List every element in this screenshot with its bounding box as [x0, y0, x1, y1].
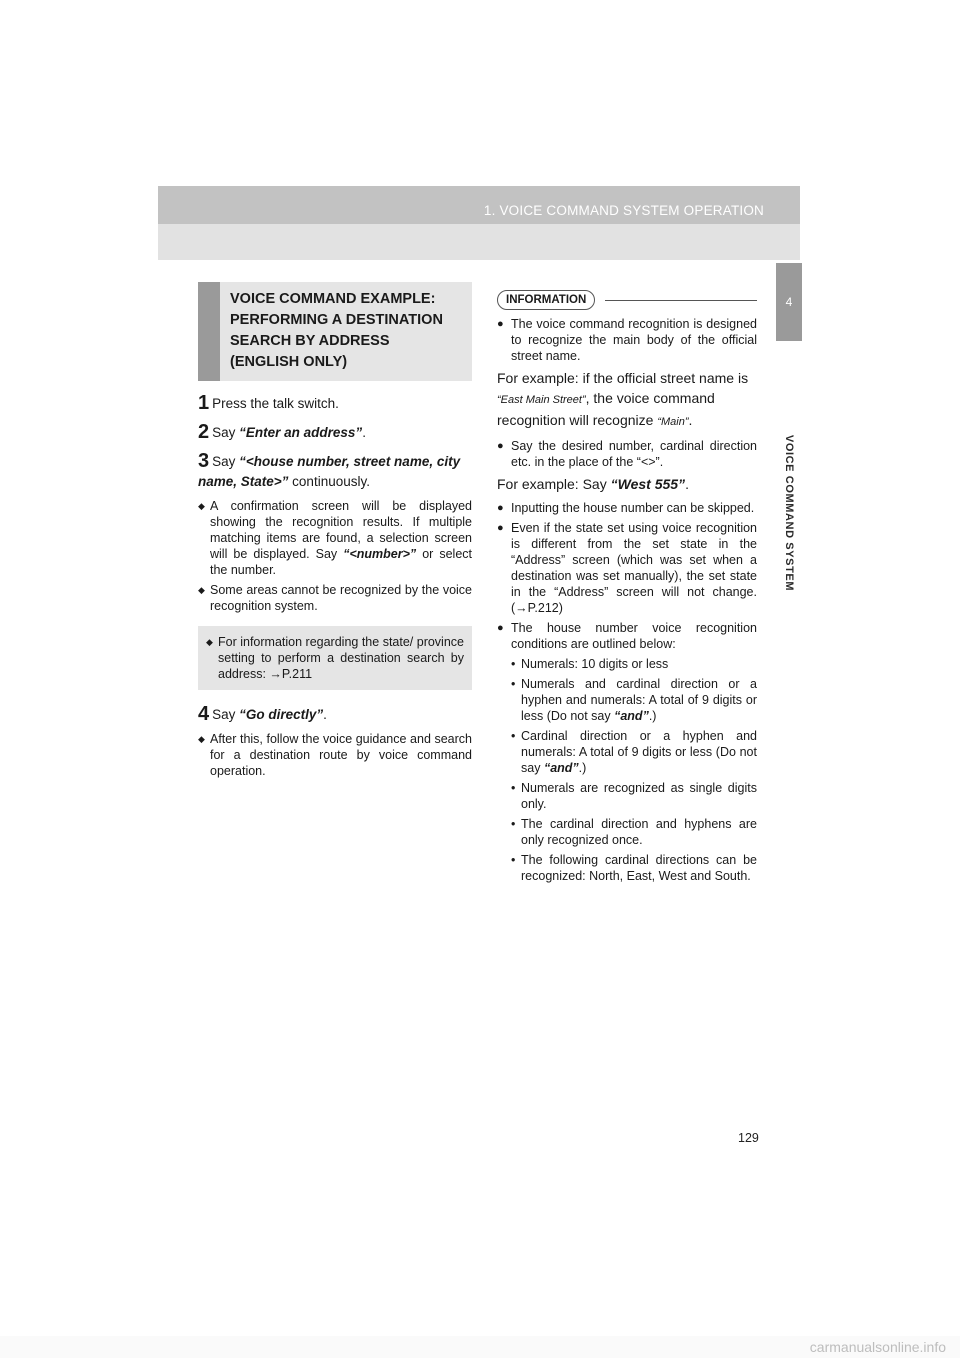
- voice-command: “<number>”: [343, 547, 417, 561]
- information-panel: [497, 290, 757, 888]
- heading-line-4: (ENGLISH ONLY): [230, 354, 348, 370]
- step-text: Say: [212, 707, 240, 722]
- condition-item: [511, 728, 757, 776]
- information-list: [497, 316, 757, 364]
- condition-item: [511, 676, 757, 724]
- voice-command: “Enter an address”: [239, 425, 363, 440]
- example-text: For example: Say: [497, 476, 611, 492]
- chapter-title-tab: [776, 345, 802, 680]
- list-item-text: The house number voice recognition conditions are outlined below:: [511, 621, 757, 651]
- example-text-end: .: [688, 412, 693, 428]
- voice-command: “West 555”: [610, 476, 686, 492]
- watermark: carmanualsonline.info: [0, 1336, 960, 1358]
- command-example: [497, 474, 757, 494]
- step-4-notes: [198, 731, 472, 779]
- section-heading: [198, 282, 472, 381]
- step-1: [198, 393, 472, 414]
- condition-text: Cardinal direction or a hyphen and numerals: A total of 9 digits or less (Do not say: [521, 729, 757, 775]
- reference-text: ◆ For information regarding the state/ province setting to perform a destination search by address: →P.211: [206, 634, 464, 682]
- page-number: 129: [738, 1131, 759, 1145]
- step-text-end: .: [362, 425, 366, 440]
- step-text-end: continuously.: [288, 474, 370, 489]
- condition-text-end: .): [578, 761, 587, 775]
- information-list: [497, 500, 757, 884]
- step-3-notes: [198, 498, 472, 614]
- note-text-end: or select the number.: [210, 547, 473, 577]
- chapter-number-tab: 4: [776, 263, 802, 341]
- reference-box: [198, 626, 472, 690]
- example-text: , the voice command recognition will recognize: [497, 390, 715, 428]
- step-text: Press the talk switch.: [212, 396, 339, 411]
- condition-item: • Numerals: 10 digits or less: [511, 656, 757, 672]
- list-item: ● Say the desired number, cardinal direction etc. in the place of the “<>”.: [497, 438, 757, 470]
- condition-text: Numerals and cardinal direction or a hyphen and numerals: A total of 9 digits or less (Do not say: [521, 677, 757, 723]
- condition-text-end: .): [648, 709, 657, 723]
- example-term: “Main”: [657, 416, 689, 428]
- voice-command: “Go directly”: [239, 707, 324, 722]
- list-item: [198, 498, 472, 578]
- condition-item: • The cardinal direction and hyphens are only recognized once.: [511, 816, 757, 848]
- step-number: 2: [198, 421, 210, 443]
- list-item: [497, 620, 757, 884]
- condition-item: • The following cardinal directions can be recognized: North, East, West and South.: [511, 852, 757, 884]
- example-text: For example: if the official street name is: [497, 370, 749, 386]
- note-text: A confirmation screen will be displayed showing the recognition results. If multiple matching items are found, a selection screen will be displayed. Say: [210, 499, 472, 561]
- information-label: INFORMATION: [497, 290, 595, 310]
- step-number: 4: [198, 703, 210, 725]
- chapter-title: VOICE COMMAND SYSTEM: [783, 434, 796, 591]
- voice-command: “and”: [614, 709, 649, 723]
- example-term: “East Main Street”: [497, 394, 586, 406]
- step-number: 1: [198, 392, 210, 414]
- heading-line-3: SEARCH BY ADDRESS: [230, 333, 390, 349]
- step-number: 3: [198, 450, 210, 472]
- heading-line-1: VOICE COMMAND EXAMPLE:: [230, 291, 436, 307]
- condition-item: • Numerals are recognized as single digits only.: [511, 780, 757, 812]
- house-number-conditions: [511, 656, 757, 884]
- step-3: [198, 451, 472, 492]
- list-item: ● The voice command recognition is designed to recognize the main body of the official street name.: [497, 316, 757, 364]
- street-name-example: [497, 368, 757, 432]
- header-strip: [158, 186, 800, 224]
- list-item: ◆ After this, follow the voice guidance and search for a destination route by voice command operation.: [198, 731, 472, 779]
- list-item: ◆ Some areas cannot be recognized by the voice recognition system.: [198, 582, 472, 614]
- list-item: ● Even if the state set using voice recognition is different from the set state in the “Address” screen (which was set when a destination was set manually), the set state in the “Address” screen will not change. (→P.212): [497, 520, 757, 616]
- left-column: [198, 282, 472, 783]
- divider: [605, 300, 757, 301]
- step-2: [198, 422, 472, 443]
- voice-command: “and”: [543, 761, 579, 775]
- information-list: [497, 438, 757, 470]
- step-text: Say: [212, 454, 240, 469]
- heading-line-2: PERFORMING A DESTINATION: [230, 312, 443, 328]
- step-text-end: .: [323, 707, 327, 722]
- list-item: ● Inputting the house number can be skipped.: [497, 500, 757, 516]
- voice-command: “<house number, street name, city name, State>”: [198, 454, 461, 489]
- step-4: [198, 704, 472, 725]
- step-text: Say: [212, 425, 240, 440]
- section-title: 1. VOICE COMMAND SYSTEM OPERATION: [483, 203, 764, 218]
- example-text-end: .: [685, 476, 689, 492]
